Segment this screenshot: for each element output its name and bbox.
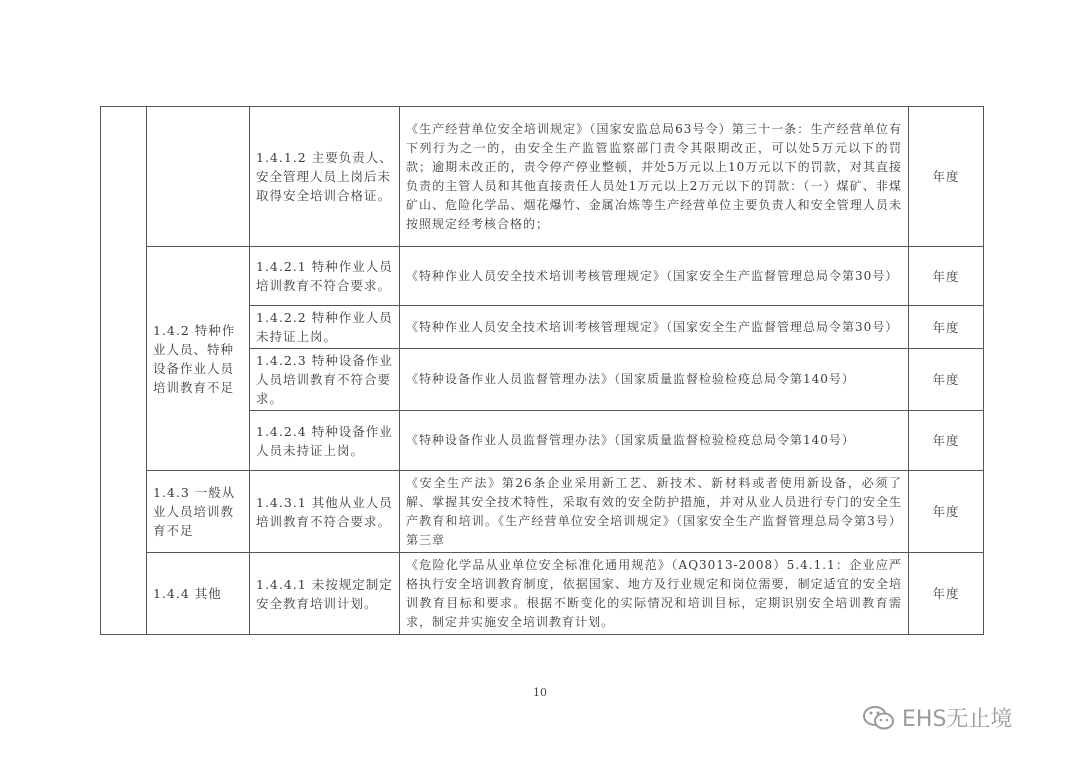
basis-text: 《危险化学品从业单位安全标准化通用规范》（AQ3013-2008）5.4.1.1：企业应严格执行安全培训教育制度，依据国家、地方及行业规定和岗位需要，制定适宜的安全培训教育目标和要求。根据不断变化的实际情况和培训目标，定期识别安全培训教育需求，制定并实施安全培训教育计划。	[400, 553, 909, 635]
frequency: 年度	[909, 247, 984, 306]
frequency: 年度	[909, 411, 984, 471]
frequency: 年度	[909, 349, 984, 411]
sub-item: 1.4.1.2 主要负责人、安全管理人员上岗后未取得安全培训合格证。	[250, 107, 400, 247]
category-cell-empty	[147, 107, 250, 247]
basis-text: 《特种作业人员安全技术培训考核管理规定》（国家安全生产监督管理总局令第30号）	[400, 306, 909, 349]
basis-text: 《生产经营单位安全培训规定》（国家安监总局63号令）第三十一条：生产经营单位有下列行为之一的，由安全生产监管监察部门责令其限期改正，可以处5万元以下的罚款；逾期未改正的，责令停产停业整顿，并处5万元以上10万元以下的罚款，对其直接负责的主管人员和其他直接责任人员处1万元以上2万元以下的罚款：（一）煤矿、非煤矿山、危险化学品、烟花爆竹、金属冶炼等生产经营单位主要负责人和安全管理人员未按照规定经考核合格的；	[400, 107, 909, 247]
frequency: 年度	[909, 553, 984, 635]
table-row	[101, 107, 984, 247]
basis-text: 《特种设备作业人员监督管理办法》（国家质量监督检验检疫总局令第140号）	[400, 349, 909, 411]
basis-text: 《特种作业人员安全技术培训考核管理规定》（国家安全生产监督管理总局令第30号）	[400, 247, 909, 306]
basis-text: 《特种设备作业人员监督管理办法》（国家质量监督检验检疫总局令第140号）	[400, 411, 909, 471]
sub-item: 1.4.2.1 特种作业人员培训教育不符合要求。	[250, 247, 400, 306]
category-cell: 1.4.4 其他	[147, 553, 250, 635]
watermark	[862, 702, 1012, 733]
category-cell: 1.4.2 特种作业人员、特种设备作业人员培训教育不足	[147, 247, 250, 471]
category-cell: 1.4.3 一般从业人员培训教育不足	[147, 471, 250, 553]
watermark-text: EHS无止境	[902, 707, 1013, 732]
regulation-table	[100, 106, 984, 635]
sub-item: 1.4.3.1 其他从业人员培训教育不符合要求。	[250, 471, 400, 553]
sub-item: 1.4.4.1 未按规定制定安全教育培训计划。	[250, 553, 400, 635]
page-number: 10	[533, 686, 547, 699]
sub-item: 1.4.2.3 特种设备作业人员培训教育不符合要求。	[250, 349, 400, 411]
frequency: 年度	[909, 107, 984, 247]
sub-item: 1.4.2.4 特种设备作业人员未持证上岗。	[250, 411, 400, 471]
table-row	[101, 247, 984, 306]
table-row	[101, 471, 984, 553]
table-row	[101, 553, 984, 635]
frequency: 年度	[909, 306, 984, 349]
wechat-icon	[862, 704, 896, 732]
sub-item: 1.4.2.2 特种作业人员未持证上岗。	[250, 306, 400, 349]
section-column	[101, 107, 147, 635]
basis-text: 《安全生产法》第26条企业采用新工艺、新技术、新材料或者使用新设备，必须了解、掌握其安全技术特性，采取有效的安全防护措施，并对从业人员进行专门的安全生产教育和培训。《生产经营单位安全培训规定》（国家安全生产监督管理总局令第3号）第三章	[400, 471, 909, 553]
frequency: 年度	[909, 471, 984, 553]
